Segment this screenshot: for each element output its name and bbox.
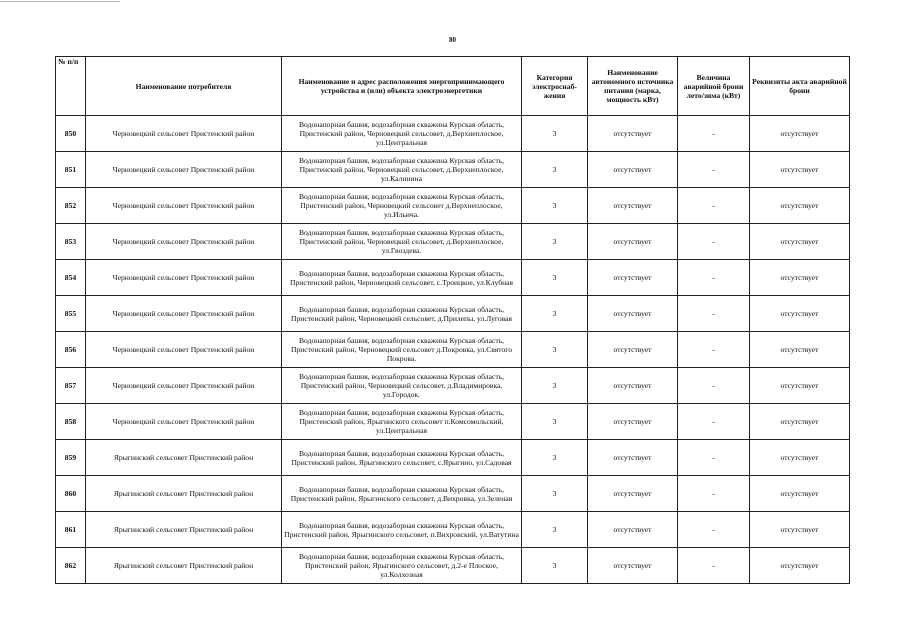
- cell-category: 3: [522, 152, 588, 188]
- cell-consumer: Ярыгинский сельсовет Пристенский район: [86, 548, 282, 584]
- cell-consumer: Черновецкий сельсовет Пристенский район: [86, 368, 282, 404]
- header-address: Наименование и адрес расположения энергопринимающего устройства и (или) объекта электроэнергетики: [282, 57, 522, 116]
- cell-source: отсутствует: [588, 440, 678, 476]
- cell-source: отсутствует: [588, 188, 678, 224]
- table-header-row: [56, 57, 850, 116]
- cell-consumer: Ярыгинский сельсовет Пристенский район: [86, 440, 282, 476]
- table-row: [56, 404, 850, 440]
- cell-category: 3: [522, 440, 588, 476]
- cell-reserve: -: [678, 296, 750, 332]
- cell-reserve: -: [678, 152, 750, 188]
- cell-address: Водонапорная башня, водозаборная скважина Курская область, Пристенский район, Ярыгинского сельсовет, с.Ярыгино, ул.Садовая: [282, 440, 522, 476]
- cell-act: отсутствует: [750, 188, 850, 224]
- cell-act: отсутствует: [750, 440, 850, 476]
- cell-act: отсутствует: [750, 512, 850, 548]
- cell-act: отсутствует: [750, 548, 850, 584]
- cell-address: Водонапорная башня, водозаборная скважина Курская область, Пристенский район, Ярыгинского сельсовет, д.2-е Плоское, ул.Колхозная: [282, 548, 522, 584]
- header-num: № п/п: [56, 57, 86, 116]
- cell-act: отсутствует: [750, 332, 850, 368]
- cell-address: Водонапорная башня, водозаборная скважина Курская область, Пристенский район, Ярыгинского сельсовет п.Комсомольский, ул.Центральная: [282, 404, 522, 440]
- cell-num: 852: [56, 188, 86, 224]
- cell-category: 3: [522, 404, 588, 440]
- cell-num: 859: [56, 440, 86, 476]
- cell-num: 860: [56, 476, 86, 512]
- cell-source: отсутствует: [588, 224, 678, 260]
- cell-address: Водонапорная башня, водозаборная скважина Курская область, Пристенский район, Черновецкий сельсовет, с.Троицкое, ул.Клубная: [282, 260, 522, 296]
- cell-act: отсутствует: [750, 152, 850, 188]
- cell-num: 854: [56, 260, 86, 296]
- table-row: [56, 440, 850, 476]
- cell-reserve: -: [678, 404, 750, 440]
- cell-consumer: Ярыгинский сельсовет Пристенский район: [86, 512, 282, 548]
- cell-reserve: -: [678, 440, 750, 476]
- cell-consumer: Черновецкий сельсовет Пристенский район: [86, 332, 282, 368]
- cell-category: 3: [522, 512, 588, 548]
- table-row: [56, 332, 850, 368]
- header-consumer: Наименование потребителя: [86, 57, 282, 116]
- cell-consumer: Черновецкий сельсовет Пристенский район: [86, 224, 282, 260]
- table-row: [56, 260, 850, 296]
- cell-category: 3: [522, 368, 588, 404]
- cell-act: отсутствует: [750, 116, 850, 152]
- cell-source: отсутствует: [588, 404, 678, 440]
- cell-source: отсутствует: [588, 332, 678, 368]
- cell-address: Водонапорная башня, водозаборная скважина Курская область, Пристенский район, Черновецкий сельсовет, д.Верхнеплоское, ул.Центральная: [282, 116, 522, 152]
- cell-source: отсутствует: [588, 152, 678, 188]
- table-row: [56, 224, 850, 260]
- registry-table: [55, 56, 850, 584]
- cell-category: 3: [522, 188, 588, 224]
- cell-num: 858: [56, 404, 86, 440]
- page-number: 80: [449, 36, 456, 44]
- cell-act: отсутствует: [750, 368, 850, 404]
- table-row: [56, 296, 850, 332]
- cell-source: отсутствует: [588, 476, 678, 512]
- cell-consumer: Черновецкий сельсовет Пристенский район: [86, 116, 282, 152]
- table-row: [56, 152, 850, 188]
- cell-category: 3: [522, 332, 588, 368]
- cell-num: 851: [56, 152, 86, 188]
- cell-category: 3: [522, 476, 588, 512]
- cell-consumer: Черновецкий сельсовет Пристенский район: [86, 260, 282, 296]
- header-category: Категория электроснаб-жения: [522, 57, 588, 116]
- cell-address: Водонапорная башня, водозаборная скважина Курская область, Пристенский район, Черновецкий сельсовет, д.Верхнеплоское, ул.Гвоздева.: [282, 224, 522, 260]
- table-row: [56, 512, 850, 548]
- table-body: [56, 116, 850, 584]
- cell-reserve: -: [678, 368, 750, 404]
- cell-category: 3: [522, 116, 588, 152]
- cell-address: Водонапорная башня, водозаборная скважина Курская область, Пристенский район, Черновецкий сельсовет д.Покровка, ул.Святого Покрова.: [282, 332, 522, 368]
- cell-consumer: Черновецкий сельсовет Пристенский район: [86, 296, 282, 332]
- cell-category: 3: [522, 296, 588, 332]
- table-row: [56, 548, 850, 584]
- cell-consumer: Ярыгинский сельсовет Пристенский район: [86, 476, 282, 512]
- cell-source: отсутствует: [588, 296, 678, 332]
- cell-consumer: Черновецкий сельсовет Пристенский район: [86, 188, 282, 224]
- cell-source: отсутствует: [588, 512, 678, 548]
- cell-address: Водонапорная башня, водозаборная скважина Курская область, Пристенский район, Черновецкий сельсовет д.Верхнеплоское, ул.Ильича.: [282, 188, 522, 224]
- cell-reserve: -: [678, 116, 750, 152]
- table-row: [56, 476, 850, 512]
- cell-source: отсутствует: [588, 368, 678, 404]
- cell-reserve: -: [678, 188, 750, 224]
- cell-source: отсутствует: [588, 260, 678, 296]
- table-row: [56, 116, 850, 152]
- cell-address: Водонапорная башня, водозаборная скважина Курская область, Пристенский район, Ярыгинского сельсовет, д.Вихровка, ул.Зеленая: [282, 476, 522, 512]
- cell-reserve: -: [678, 224, 750, 260]
- cell-reserve: -: [678, 332, 750, 368]
- cell-reserve: -: [678, 548, 750, 584]
- cell-address: Водонапорная башня, водозаборная скважина Курская область, Пристенский район, Черновецкий сельсовет, д.Владимировка, ул.Городок.: [282, 368, 522, 404]
- cell-num: 855: [56, 296, 86, 332]
- cell-category: 3: [522, 224, 588, 260]
- cell-source: отсутствует: [588, 548, 678, 584]
- cell-address: Водонапорная башня, водозаборная скважина Курская область, Пристенский район, Ярыгинского сельсовет, п.Вихровский, ул.Ватутина: [282, 512, 522, 548]
- header-reserve: Величина аварийной брони лето/зима (кВт): [678, 57, 750, 116]
- cell-address: Водонапорная башня, водозаборная скважина Курская область, Пристенский район, Черновецкий сельсовет, д.Прилепы, ул.Луговая: [282, 296, 522, 332]
- header-source: Наименование автономного источника питания (марка, мощность кВт): [588, 57, 678, 116]
- cell-category: 3: [522, 548, 588, 584]
- cell-act: отсутствует: [750, 296, 850, 332]
- cell-reserve: -: [678, 512, 750, 548]
- cell-consumer: Черновецкий сельсовет Пристенский район: [86, 404, 282, 440]
- cell-category: 3: [522, 260, 588, 296]
- cell-num: 853: [56, 224, 86, 260]
- cell-address: Водонапорная башня, водозаборная скважина Курская область, Пристенский район, Черновецкий сельсовет, д.Верхнеплоское, ул.Калинина: [282, 152, 522, 188]
- table-row: [56, 368, 850, 404]
- cell-source: отсутствует: [588, 116, 678, 152]
- cell-act: отсутствует: [750, 404, 850, 440]
- cell-act: отсутствует: [750, 476, 850, 512]
- cell-num: 862: [56, 548, 86, 584]
- cell-reserve: -: [678, 260, 750, 296]
- header-act: Реквизиты акта аварийной брони: [750, 57, 850, 116]
- cell-consumer: Черновецкий сельсовет Пристенский район: [86, 152, 282, 188]
- cell-num: 856: [56, 332, 86, 368]
- cell-act: отсутствует: [750, 224, 850, 260]
- cell-act: отсутствует: [750, 260, 850, 296]
- cell-num: 850: [56, 116, 86, 152]
- scan-artifact-line: [0, 1, 120, 2]
- cell-reserve: -: [678, 476, 750, 512]
- cell-num: 857: [56, 368, 86, 404]
- cell-num: 861: [56, 512, 86, 548]
- table-row: [56, 188, 850, 224]
